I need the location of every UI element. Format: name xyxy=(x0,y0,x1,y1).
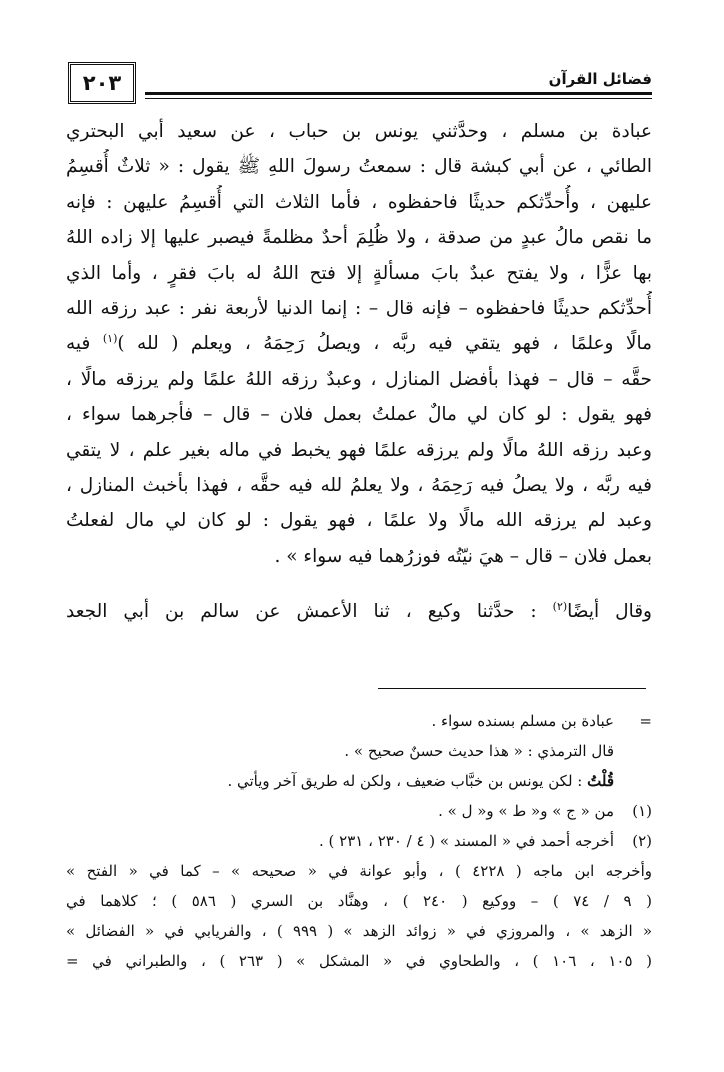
text-line: عبادة بن مسلم ، وحدَّثني يونس بن حباب ، عن سعيد أبي البحتري xyxy=(66,121,652,142)
footnote-2 xyxy=(66,826,652,856)
footnote-line: ( ١٠٥ ، ١٠٦ ) ، والطحاوي في « المشكل » ( ٢٦٣ ) ، والطبراني في = xyxy=(66,952,652,970)
text-line: بها عزًّا ، ولا يفتح عبدٌ بابَ مسألةٍ إلا فتح اللهُ له بابَ فقرٍ ، وأما الذي xyxy=(66,262,652,284)
header-rule-thin xyxy=(145,98,652,99)
footnote-line: ( ٩ / ٧٤ ) – ووكيع ( ٢٤٠ ) ، وهنَّاد بن السري ( ٥٨٦ ) ؛ كلاهما في xyxy=(66,892,652,910)
text-line: عليهن ، وأُحدِّثكم حديثًا فاحفظوه ، فأما الثلاث التي أُقسِمُ عليهن : فإنه xyxy=(66,191,652,213)
text-line xyxy=(66,326,652,361)
text-line: ما نقص مالُ عبدٍ من صدقة ، ولا ظُلِمَ أحدٌ مظلمةً فيصبر عليها إلا زاده اللهُ xyxy=(66,227,652,249)
page-number-box xyxy=(68,62,136,104)
footnote-separator xyxy=(378,688,646,689)
text-line: فيه ربَّه ، ولا يصلُ فيه رَحِمَهُ ، ولا يعلمُ لله فيه حقَّه ، فهذا بأخبث المنازل ، xyxy=(66,474,652,496)
qultu-text: : لكن يونس بن خبَّاب ضعيف ، ولكن له طريق آخر ويأتي . xyxy=(227,772,583,790)
text-line: حقَّه – قال – فهذا بأفضل المنازل ، وعبدٌ رزقه اللهُ علمًا ولم يرزقه مالًا ، xyxy=(66,368,652,390)
text-line: الطائي ، عن أبي كبشة قال : سمعتُ رسولَ اللهِ ﷺ يقول : « ثلاثٌ أُقسِمُ xyxy=(66,156,652,178)
header-rule xyxy=(145,92,652,95)
text-line xyxy=(66,594,652,629)
footnote-line: عبادة بن مسلم بسنده سواء . xyxy=(431,712,614,730)
footnote-line: قال الترمذي : « هذا حديث حسنٌ صحيح » . xyxy=(344,742,614,760)
footnotes xyxy=(66,706,652,976)
footnote-ref: (٢) xyxy=(552,599,568,613)
footnote-ref: (١) xyxy=(102,332,118,346)
footnote-1 xyxy=(66,796,652,826)
text-line-main: مالًا وعلمًا ، فهو يتقي فيه ربَّه ، ويصلُ رَحِمَهُ ، ويعلم ( لله ) xyxy=(117,333,652,355)
text-line: بعمل فلان – قال – هيَ نيّتُه فوزرُهما فيه سواء » . xyxy=(274,545,652,567)
para2-lead: وقال أيضًا xyxy=(567,601,652,623)
qultu-label: قُلْتُ xyxy=(587,772,614,790)
footnote-line: « الزهد » ، والمروزي في « زوائد الزهد » ( ٩٩٩ ) ، والفريابي في « الفضائل » xyxy=(66,922,652,940)
footnote-line: من « ج » و« ط » و« ل » . xyxy=(438,802,614,820)
para2-text: : حدَّثنا وكيع ، ثنا الأعمش عن سالم بن أبي الجعد xyxy=(66,601,537,623)
text-line: وعبد رزقه اللهُ مالًا ولم يرزقه علمًا فهو يخبط في ماله بغير علم ، لا يتقي xyxy=(66,439,652,461)
footnote-line xyxy=(66,766,614,796)
text-line: أُحدِّثكم حديثًا فاحفظوه – فإنه قال – : إنما الدنيا لأربعة نفر : عبد رزقه الله xyxy=(66,297,652,319)
main-text xyxy=(66,114,652,629)
continuation-mark: = xyxy=(639,712,652,730)
footnote-line: وأخرجه ابن ماجه ( ٤٢٢٨ ) ، وأبو عوانة في « صحيحه » – كما في « الفتح » xyxy=(66,862,652,880)
footnote-mark: (١) xyxy=(632,802,652,820)
footnote-continuation xyxy=(66,706,652,736)
footnote-mark: (٢) xyxy=(632,832,652,850)
text-line-end: فيه xyxy=(66,333,91,355)
running-title: فضائل القرآن xyxy=(548,70,652,88)
text-line: وعبد لم يرزقه الله مالًا ولا علمًا ، فهو يقول : لو كان لي مال لفعلتُ xyxy=(66,510,652,532)
page-number: ٢٠٣ xyxy=(82,71,122,95)
text-line: فهو يقول : لو كان لي مالٌ عملتُ بعمل فلان – قال – فأجرهما سواء ، xyxy=(66,404,652,426)
footnote-line: أخرجه أحمد في « المسند » ( ٤ / ٢٣٠ ، ٢٣١ ) . xyxy=(318,832,614,850)
